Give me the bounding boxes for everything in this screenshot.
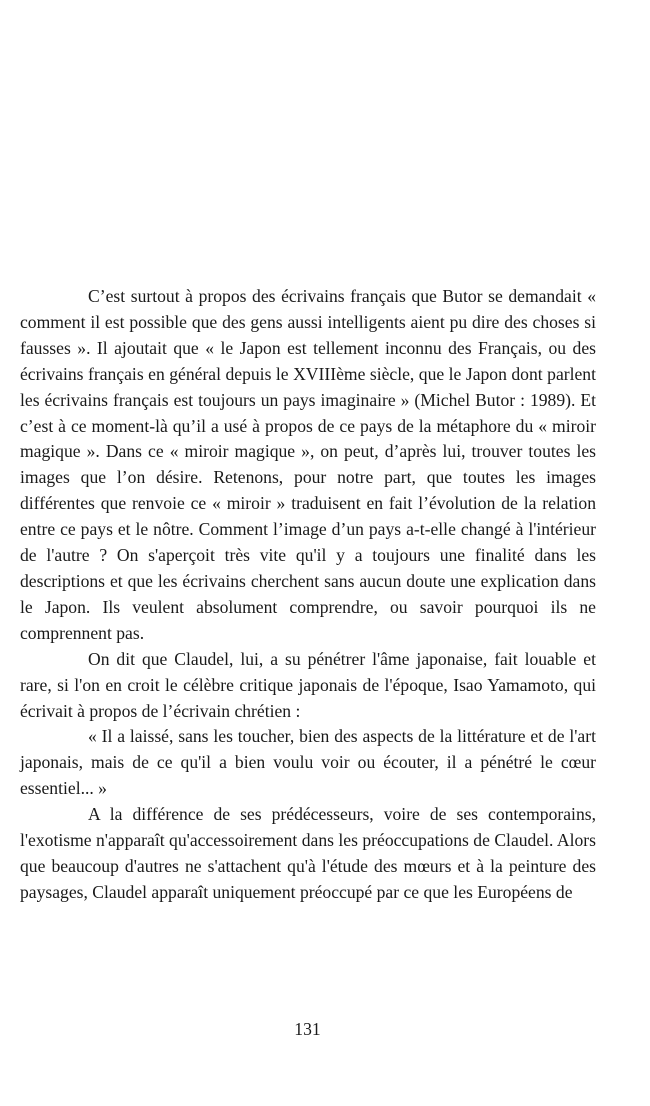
paragraph-quotation: « Il a laissé, sans les toucher, bien des aspects de la littérature et de l'art japonais, mais de ce qu'il a bien voulu voir ou écouter, il a pénétré le cœur essentiel... » — [20, 726, 596, 799]
paragraph-exotisme: A la différence de ses prédécesseurs, voire de ses contemporains, l'exotisme n'apparaît qu'accessoirement dans les préoccupations de Claudel. Alors que beaucoup d'autres ne s'attachent qu'à l'étude des mœurs et à la peinture des paysages, Claudel apparaît uniquement préoccupé par ce que les Européens de — [20, 804, 596, 902]
paragraph-claudel: On dit que Claudel, lui, a su pénétrer l'âme japonaise, fait louable et rare, si l'on en croit le célèbre critique japonais de l'époque, Isao Yamamoto, qui écrivait à propos de l’écrivain chrétien : — [20, 648, 596, 721]
page-number: 131 — [294, 1019, 321, 1039]
body-text — [20, 284, 596, 906]
paragraph-butor: C’est surtout à propos des écrivains français que Butor se demandait « comment il est possible que des gens aussi intelligents aient pu dire des choses si fausses ». Il ajoutait que « le Japon est tellement inconnu des Français, ou des écrivains français en général depuis le XVIIIème siècle, que le Japon dont parlent les écrivains français est toujours un pays imaginaire » (Michel Butor : 1989). Et c’est à ce moment-là qu’il a usé à propos de ce pays de la métaphore du « miroir magique ». Dans ce « miroir magique », on peut, d’après lui, trouver toutes les images que l’on désire. Retenons, pour notre part, que toutes les images différentes que renvoie ce « miroir » traduisent en fait l’évolution de la relation entre ce pays et le nôtre. Comment l’image d’un pays a-t-elle changé à l'intérieur de l'autre ? On s'aperçoit très vite qu'il y a toujours une finalité dans les descriptions et que les écrivains cherchent sans aucun doute une explication dans le Japon. Ils veulent absolument comprendre, ou savoir pourquoi ils ne comprennent pas. — [20, 286, 596, 643]
